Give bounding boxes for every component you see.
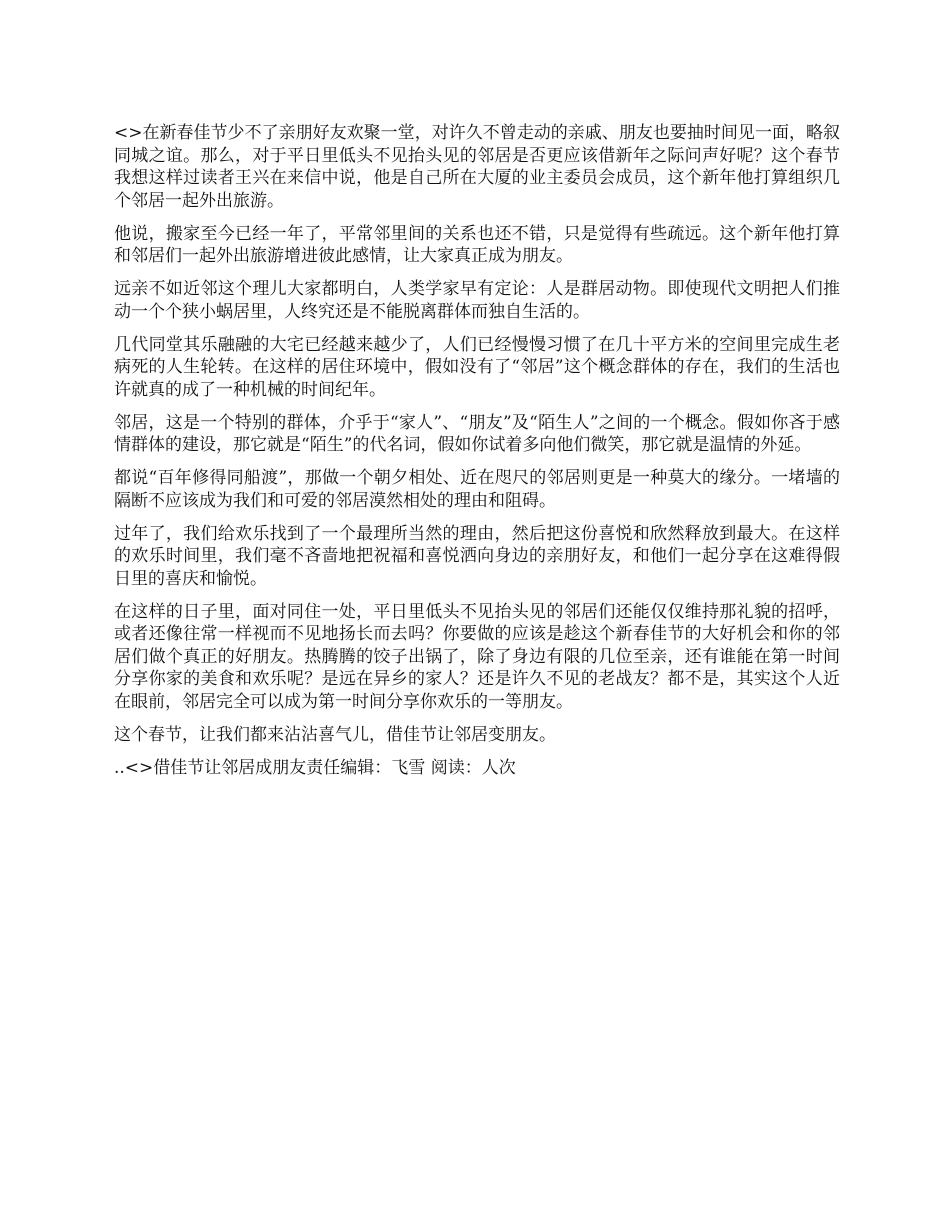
paragraph-5: 邻居，这是一个特别的群体，介乎于“家人”、“朋友”及“陌生人”之间的一个概念。假如你吝于感情群体的建设，那它就是“陌生”的代名词，假如你试着多向他们微笑，那它就是温情的外延。 bbox=[114, 412, 840, 455]
paragraph-8: 在这样的日子里，面对同住一处，平日里低头不见抬头见的邻居们还能仅仅维持那礼貌的招呼，或者还像往常一样视而不见地扬长而去吗？你要做的应该是趁这个新春佳节的大好机会和你的邻居们做个真正的好朋友。热腾腾的饺子出锅了，除了身边有限的几位至亲，还有谁能在第一时间分享你家的美食和欢乐呢？是远在异乡的家人？还是许久不见的老战友？都不是，其实这个人近在眼前，邻居完全可以成为第一时间分享你欢乐的一等朋友。 bbox=[114, 601, 840, 712]
paragraph-6: 都说“百年修得同船渡”，那做一个朝夕相处、近在咫尺的邻居则更是一种莫大的缘分。一堵墙的隔断不应该成为我们和可爱的邻居漠然相处的理由和阻碍。 bbox=[114, 468, 840, 511]
paragraph-3: 远亲不如近邻这个理儿大家都明白，人类学家早有定论：人是群居动物。即使现代文明把人们推动一个个狭小蜗居里，人终究还是不能脱离群体而独自生活的。 bbox=[114, 279, 840, 322]
article-footer: ..<>借佳节让邻居成朋友责任编辑：飞雪 阅读：人次 bbox=[114, 757, 516, 778]
paragraph-2: 他说，搬家至今已经一年了，平常邻里间的关系也还不错，只是觉得有些疏远。这个新年他打算和邻居们一起外出旅游增进彼此感情，让大家真正成为朋友。 bbox=[114, 223, 840, 266]
paragraph-7: 过年了，我们给欢乐找到了一个最理所当然的理由，然后把这份喜悦和欣然释放到最大。在这样的欢乐时间里，我们毫不吝啬地把祝福和喜悦洒向身边的亲朋好友，和他们一起分享在这难得假日里的喜庆和愉悦。 bbox=[114, 523, 840, 589]
paragraph-9: 这个春节，让我们都来沾沾喜气儿，借佳节让邻居变朋友。 bbox=[114, 724, 556, 745]
article-body bbox=[114, 122, 840, 790]
paragraph-1: <>在新春佳节少不了亲朋好友欢聚一堂，对许久不曾走动的亲戚、朋友也要抽时间见一面，略叙同城之谊。那么，对于平日里低头不见抬头见的邻居是否更应该借新年之际问声好呢？这个春节我想这样过读者王兴在来信中说，他是自己所在大厦的业主委员会成员，这个新年他打算组织几个邻居一起外出旅游。 bbox=[114, 123, 840, 211]
paragraph-4: 几代同堂其乐融融的大宅已经越来越少了，人们已经慢慢习惯了在几十平方米的空间里完成生老病死的人生轮转。在这样的居住环境中，假如没有了“邻居”这个概念群体的存在，我们的生活也许就真的成了一种机械的时间纪年。 bbox=[114, 334, 840, 400]
